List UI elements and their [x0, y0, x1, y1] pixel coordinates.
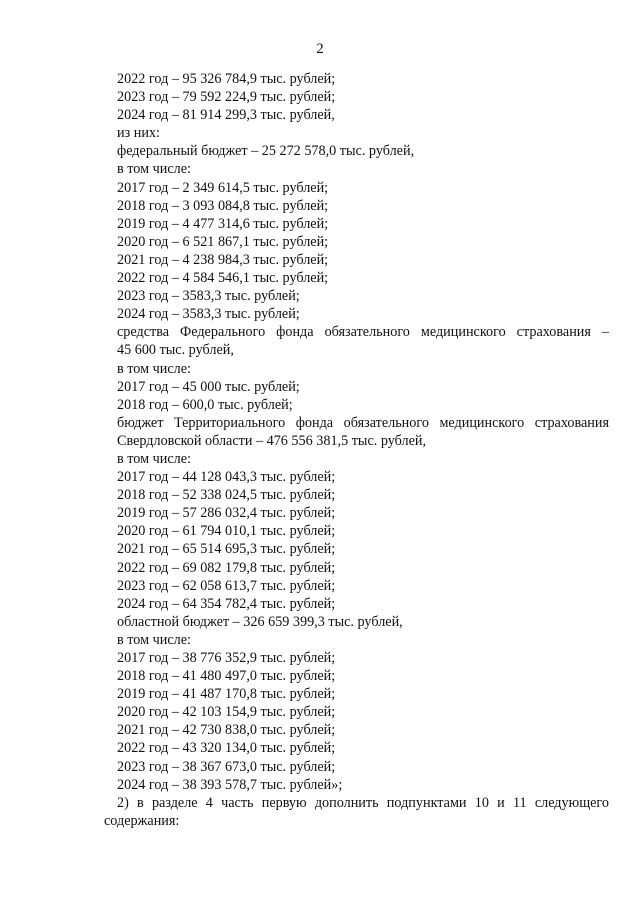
text-line: 2019 год – 41 487 170,8 тыс. рублей; — [117, 686, 336, 703]
text-line: в том числе: — [117, 360, 191, 377]
text-line: 2022 год – 69 082 179,8 тыс. рублей; — [117, 559, 336, 576]
text-line: 2018 год – 3 093 084,8 тыс. рублей; — [117, 197, 329, 214]
text-line: 2) в разделе 4 часть первую дополнить подпунктами 10 и 11 следующего — [117, 794, 609, 811]
text-line: Свердловской области – 476 556 381,5 тыс. рублей, — [117, 432, 427, 449]
text-line: 2021 год – 4 238 984,3 тыс. рублей; — [117, 251, 329, 268]
text-line: 2020 год – 6 521 867,1 тыс. рублей; — [117, 233, 329, 250]
text-line: 2024 год – 64 354 782,4 тыс. рублей; — [117, 595, 336, 612]
text-line: 2023 год – 62 058 613,7 тыс. рублей; — [117, 577, 336, 594]
text-line: 2021 год – 42 730 838,0 тыс. рублей; — [117, 722, 336, 739]
text-line: областной бюджет – 326 659 399,3 тыс. рублей, — [117, 613, 403, 630]
text-line: 2021 год – 65 514 695,3 тыс. рублей; — [117, 541, 336, 558]
text-line: 2017 год – 38 776 352,9 тыс. рублей; — [117, 650, 336, 666]
text-line: 2023 год – 38 367 673,0 тыс. рублей; — [117, 758, 336, 775]
text-line: 2018 год – 52 338 024,5 тыс. рублей; — [117, 487, 336, 504]
text-line: 2017 год – 2 349 614,5 тыс. рублей; — [117, 179, 329, 196]
text-line: в том числе: — [117, 631, 191, 648]
text-line: средства Федерального фонда обязательного медицинского страхования – — [117, 324, 609, 341]
text-line: в том числе: — [117, 161, 191, 178]
text-line: 2018 год – 41 480 497,0 тыс. рублей; — [117, 668, 336, 685]
text-line: 2020 год – 42 103 154,9 тыс. рублей; — [117, 704, 336, 721]
text-line: содержания: — [104, 812, 180, 829]
text-line: 2022 год – 4 584 546,1 тыс. рублей; — [117, 270, 329, 287]
page-number: 2 — [316, 41, 324, 57]
text-line: 2023 год – 3583,3 тыс. рублей; — [117, 288, 300, 305]
text-line: 2019 год – 4 477 314,6 тыс. рублей; — [117, 215, 329, 232]
text-line: 2023 год – 79 592 224,9 тыс. рублей; — [117, 89, 336, 106]
text-line: 2017 год – 44 128 043,3 тыс. рублей; — [117, 469, 336, 486]
text-line: 2022 год – 95 326 784,9 тыс. рублей; — [117, 71, 336, 87]
text-line: из них: — [117, 125, 160, 142]
text-line: 2024 год – 81 914 299,3 тыс. рублей, — [117, 107, 335, 124]
text-line: 2022 год – 43 320 134,0 тыс. рублей; — [117, 740, 336, 757]
text-line: 2024 год – 3583,3 тыс. рублей; — [117, 306, 300, 323]
text-line: 2017 год – 45 000 тыс. рублей; — [117, 378, 300, 395]
text-line: 2024 год – 38 393 578,7 тыс. рублей»; — [117, 776, 343, 793]
text-line: бюджет Территориального фонда обязательного медицинского страхования — [117, 414, 609, 431]
text-line: в том числе: — [117, 450, 191, 467]
text-line: 2020 год – 61 794 010,1 тыс. рублей; — [117, 523, 336, 540]
text-line: 45 600 тыс. рублей, — [117, 342, 234, 359]
text-line: 2019 год – 57 286 032,4 тыс. рублей; — [117, 505, 336, 522]
text-line: федеральный бюджет – 25 272 578,0 тыс. рублей, — [117, 143, 415, 160]
text-line: 2018 год – 600,0 тыс. рублей; — [117, 396, 293, 413]
document-body — [104, 70, 609, 830]
